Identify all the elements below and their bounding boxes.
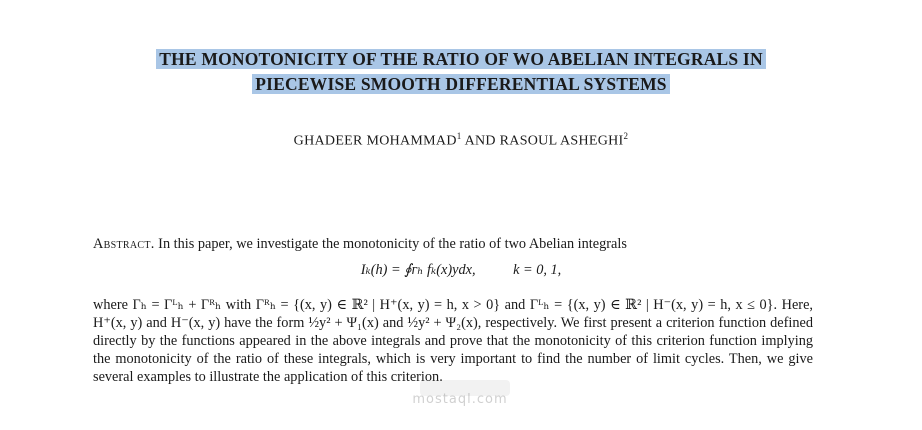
watermark-text: mostaql.com — [412, 392, 508, 407]
display-formula — [0, 262, 922, 279]
abstract-body — [93, 296, 813, 386]
authors-conjunction: AND — [461, 133, 500, 149]
author-2-affiliation: 2 — [623, 131, 629, 141]
abstract-intro-text: In this paper, we investigate the monotonicity of the ratio of two Abelian integrals — [154, 236, 627, 252]
abstract-label: Abstract. — [93, 236, 155, 252]
author-1-affiliation: 1 — [456, 131, 462, 141]
title-text-2[interactable]: PIECEWISE SMOOTH DIFFERENTIAL SYSTEMS — [252, 74, 669, 94]
author-2: RASOUL ASHEGHI — [499, 133, 624, 149]
paper-title-line-2[interactable] — [0, 73, 922, 95]
paper-title-line-1[interactable] — [0, 48, 922, 70]
abstract-body-text: where Γₕ = Γᴸₕ + Γᴿₕ with Γᴿₕ = {(x, y) ∈ ℝ² | H⁺(x, y) = h, x > 0} and Γᴸₕ = {(x, y) ∈ ℝ² | H⁻(x, y) = h, x ≤ 0}. Here, H⁺(x, y) and H⁻(x, y) have the form ½y² + Ψ₁(x) and ½y² + Ψ₂(x), respectively. We first present a criterion function defined directly by the functions appeared in the above integrals and prove that the monotonicity of this criterion function implying the monotonicity of the ratio of these integrals, which is very important to find the number of limit cycles. Then, we give several examples to illustrate the application of this criterion. — [93, 297, 813, 385]
authors-line — [0, 131, 922, 150]
formula-index: k = 0, 1, — [513, 262, 562, 278]
formula-integral: Iₖ(h) = ∮ᴦₕ fₖ(x)ydx, — [360, 262, 476, 278]
abstract-intro — [93, 235, 813, 253]
title-text-1[interactable]: THE MONOTONICITY OF THE RATIO OF WO ABELIAN INTEGRALS IN — [156, 49, 766, 69]
author-1: GHADEER MOHAMMAD — [293, 133, 457, 149]
